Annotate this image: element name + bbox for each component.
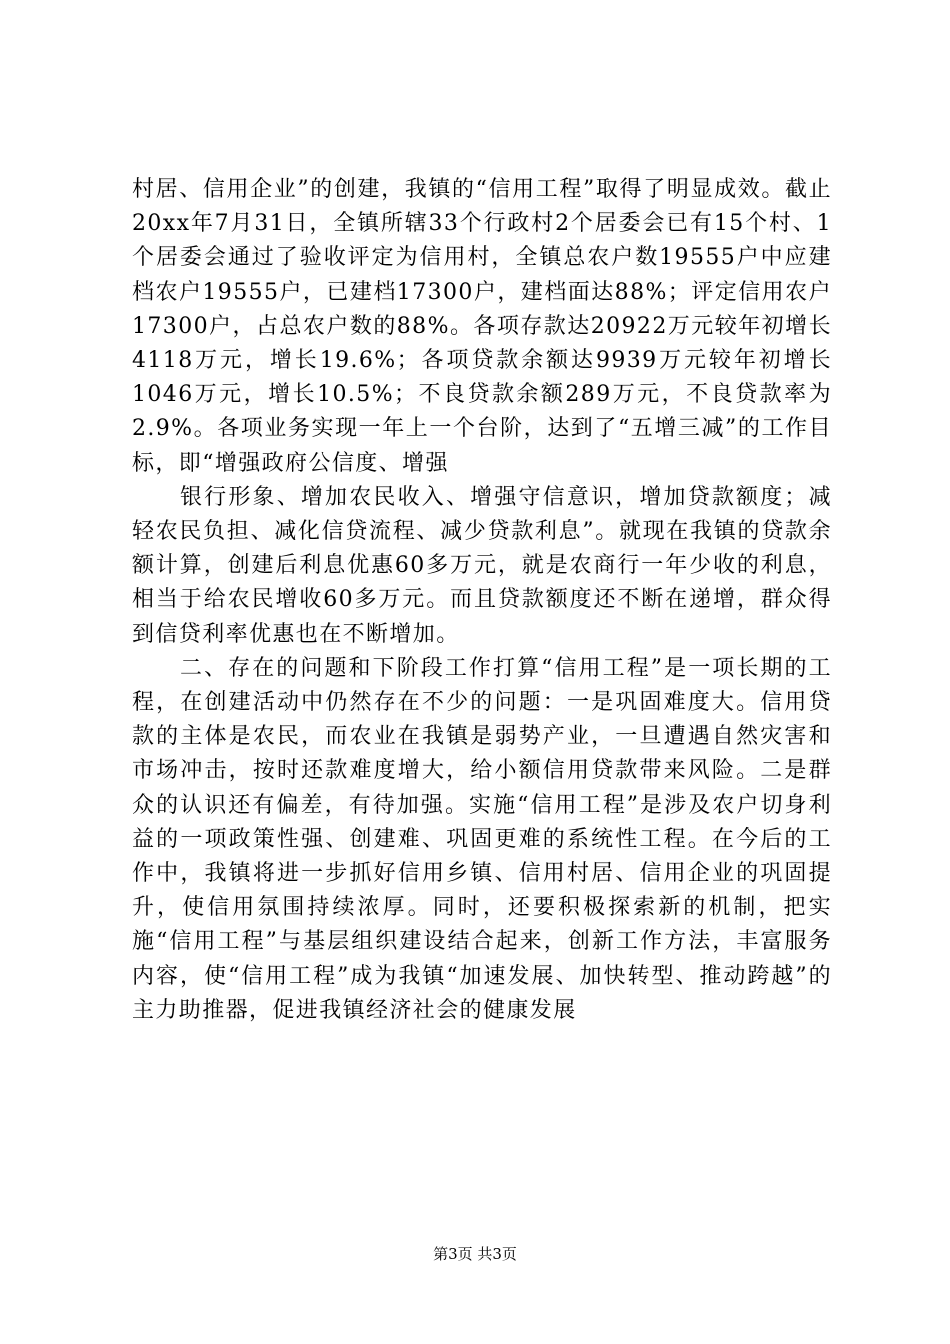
paragraph-1: 村居、信用企业”的创建，我镇的“信用工程”取得了明显成效。截止20xx年7月31日，全镇所辖33个行政村2个居委会已有15个村、1个居委会通过了验收评定为信用村，全镇总农户数19555户中应建档农户19555户，已建档17300户，建档面达88%；评定信用农户17300户，占总农户数的88%。各项存款达20922万元较年初增长4118万元，增长19.6%；各项贷款余额达9939万元较年初增长1046万元，增长10.5%；不良贷款余额289万元，不良贷款率为2.9%。各项业务实现一年上一个台阶，达到了“五增三减”的工作目标，即“增强政府公信度、增强 — [132, 177, 832, 476]
page-number-footer: 第3页 共3页 — [433, 1245, 517, 1263]
paragraph-3: 二、存在的问题和下阶段工作打算“信用工程”是一项长期的工程，在创建活动中仍然存在不少的问题：一是巩固难度大。信用贷款的主体是农民，而农业在我镇是弱势产业，一旦遭遇自然灾害和市场冲击，按时还款难度增大，给小额信用贷款带来风险。二是群众的认识还有偏差，有待加强。实施“信用工程”是涉及农户切身利益的一项政策性强、创建难、巩固更难的系统性工程。在今后的工作中，我镇将进一步抓好信用乡镇、信用村居、信用企业的巩固提升，使信用氛围持续浓厚。同时，还要积极探索新的机制，把实施“信用工程”与基层组织建设结合起来，创新工作方法，丰富服务内容，使“信用工程”成为我镇“加速发展、加快转型、推动跨越”的主力助推器，促进我镇经济社会的健康发展 — [132, 655, 832, 1023]
document-body — [132, 173, 832, 1028]
paragraph-2: 银行形象、增加农民收入、增强守信意识，增加贷款额度；减轻农民负担、减化信贷流程、减少贷款利息”。就现在我镇的贷款余额计算，创建后利息优惠60多万元，就是农商行一年少收的利息，相当于给农民增收60多万元。而且贷款额度还不断在递增，群众得到信贷利率优惠也在不断增加。 — [132, 484, 832, 647]
